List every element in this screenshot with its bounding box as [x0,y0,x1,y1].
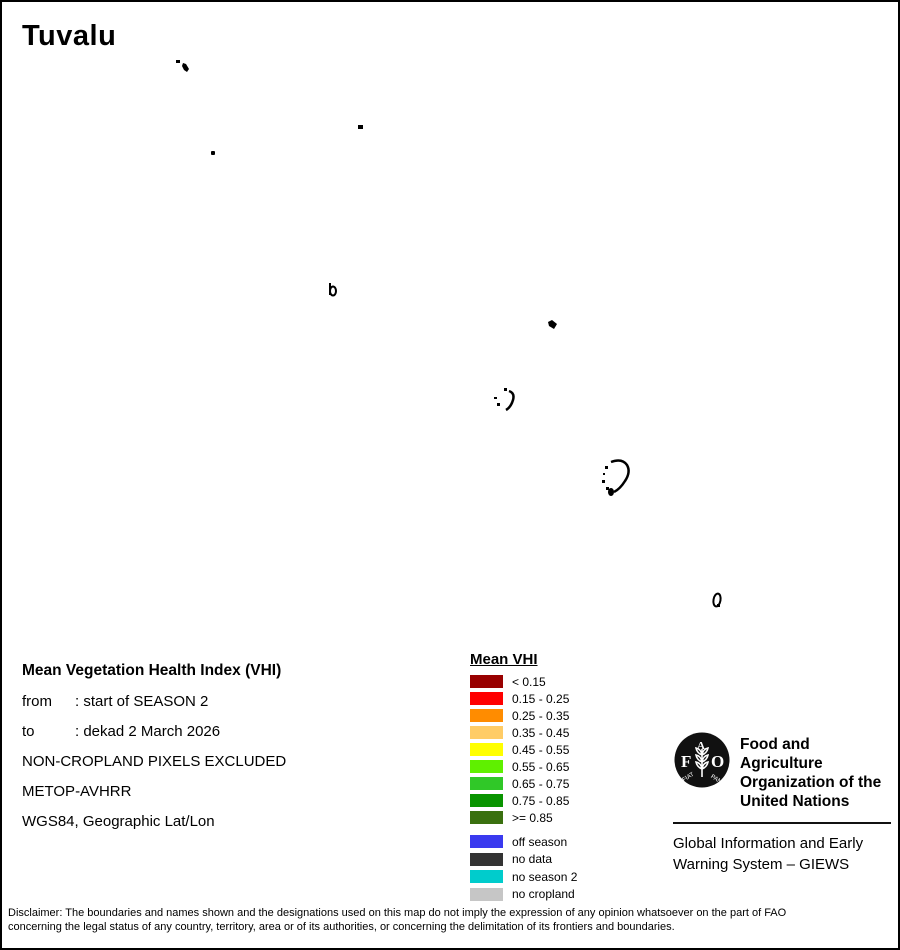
legend-label: 0.55 - 0.65 [512,759,570,774]
legend-swatch [470,743,503,756]
legend-row [470,792,569,809]
legend-swatch [470,675,503,688]
fao-block [673,731,893,875]
info-from-label: from [22,692,52,710]
extra-legend [470,833,577,903]
island-blob-2 [548,320,557,329]
legend-swatch [470,692,503,705]
svg-text:A: A [697,740,705,752]
island-atoll-1 [330,283,336,296]
legend-swatch [470,709,503,722]
fao-org-name [740,735,893,811]
map-info-block [22,656,286,836]
legend-row [470,851,577,869]
legend-swatch [470,777,503,790]
info-note-cropland: NON-CROPLAND PIXELS EXCLUDED [22,752,287,770]
legend-swatch [470,888,503,901]
legend-swatch [470,794,503,807]
legend-row [470,833,577,851]
fao-org-line: Food and Agriculture [740,736,823,772]
legend-label: < 0.15 [512,674,546,689]
island-dot-3 [358,125,363,129]
svg-text:F: F [681,752,692,771]
info-to-row [22,716,286,746]
legend-row [470,775,569,792]
info-to-value: : dekad 2 March 2026 [75,722,221,740]
disclaimer-line: concerning the legal status of any country, territory, area or of its authorities, or concerning the delimitation of its frontiers and boundaries. [8,920,675,933]
legend-label: no cropland [512,887,575,902]
fao-org-line: United Nations [740,793,850,810]
disclaimer-line: Disclaimer: The boundaries and names shown and the designations used on this map do not imply the expression of any opinion whatsoever on the part of FAO [8,907,787,919]
legend-swatch [470,870,503,883]
giews-line: Global Information and Early [673,835,864,852]
info-title: Mean Vegetation Health Index (VHI) [22,662,282,679]
svg-text:PANIS: PANIS [709,773,728,789]
vhi-legend [470,651,569,826]
legend-label: off season [512,834,568,849]
legend-swatch [470,811,503,824]
island-atoll-4 [712,593,721,607]
legend-row [470,707,569,724]
info-note-sensor: METOP-AVHRR [22,782,132,800]
fao-divider [673,822,891,824]
legend-label: 0.15 - 0.25 [512,691,570,706]
giews-label [673,833,893,875]
legend-row [470,868,577,886]
legend-row [470,809,569,826]
island-shapes [176,60,722,607]
page-title: Tuvalu [22,20,117,52]
legend-swatch [470,760,503,773]
giews-line: Warning System – GIEWS [673,856,850,873]
legend-label: >= 0.85 [512,810,553,825]
disclaimer-text [8,907,894,934]
legend-row [470,886,577,904]
legend-label: 0.75 - 0.85 [512,793,570,808]
legend-swatch [470,853,503,866]
legend-row [470,724,569,741]
legend-label: 0.25 - 0.35 [512,708,570,723]
info-from-value: : start of SEASON 2 [75,692,209,710]
info-from-row [22,686,286,716]
legend-swatch [470,835,503,848]
island-dot-1 [176,60,180,63]
legend-label: 0.65 - 0.75 [512,776,570,791]
legend-title: Mean VHI [470,651,538,668]
legend-row [470,690,569,707]
legend-row [470,741,569,758]
island-blob-1 [182,63,189,72]
island-atoll-2 [494,388,514,410]
fao-header [673,731,893,811]
legend-label: 0.45 - 0.55 [512,742,570,757]
legend-label: no data [512,852,553,867]
legend-row [470,758,569,775]
fao-logo-icon [673,731,731,789]
island-atoll-3 [602,461,629,496]
info-note-projection: WGS84, Geographic Lat/Lon [22,812,215,830]
island-dot-2 [211,151,215,155]
legend-label: 0.35 - 0.45 [512,725,570,740]
svg-text:FIAT: FIAT [681,771,696,784]
legend-swatch [470,726,503,739]
svg-text:O: O [711,752,725,771]
info-to-label: to [22,722,35,740]
legend-row [470,673,569,690]
fao-org-line: Organization of the [740,774,882,791]
legend-label: no season 2 [512,869,578,884]
